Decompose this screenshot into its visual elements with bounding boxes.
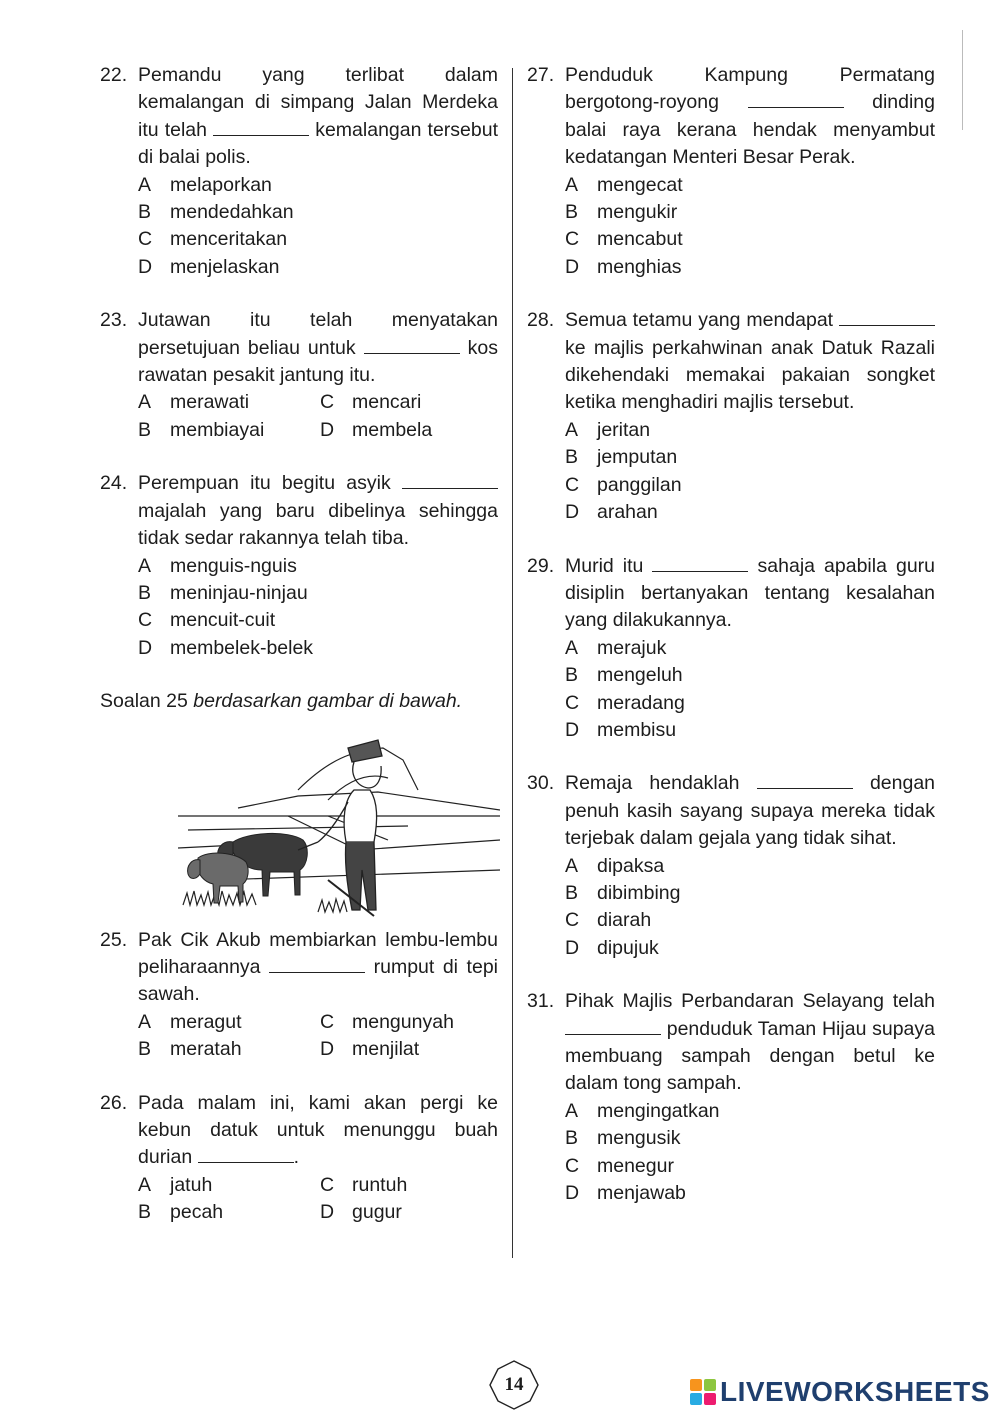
- option-b[interactable]: B mengeluh: [565, 664, 683, 687]
- instruction-rest: berdasarkan gambar di bawah.: [193, 690, 463, 713]
- logo-tile-green: [704, 1379, 716, 1391]
- option-c[interactable]: C mengunyah: [320, 1010, 454, 1033]
- question-stem: [138, 1090, 498, 1172]
- brand-name: LIVEWORKSHEETS: [720, 1376, 990, 1407]
- answer-blank[interactable]: [757, 773, 853, 789]
- question-stem: [565, 770, 935, 852]
- question-stem: [138, 307, 498, 389]
- options: [138, 1172, 498, 1227]
- option-b[interactable]: B mendedahkan: [138, 201, 294, 224]
- left-column: [100, 62, 498, 1227]
- option-c[interactable]: C diarah: [565, 909, 652, 932]
- instruction-lead: Soalan 25: [100, 690, 188, 713]
- option-b[interactable]: B meninjau-ninjau: [138, 581, 308, 604]
- option-a[interactable]: A melaporkan: [138, 173, 272, 196]
- options: [565, 417, 935, 527]
- question-stem: [565, 307, 935, 417]
- farmer-cows-illustration: [178, 730, 500, 918]
- option-d[interactable]: D menjilat: [320, 1038, 420, 1061]
- question-stem: [138, 927, 498, 1009]
- option-c[interactable]: C menceritakan: [138, 228, 288, 251]
- option-b[interactable]: B pecah: [138, 1201, 224, 1224]
- question-25: [100, 927, 498, 1064]
- option-a[interactable]: A merajuk: [565, 636, 667, 659]
- option-a[interactable]: A jatuh: [138, 1173, 213, 1196]
- stem-before: Perempuan itu begitu asyik: [138, 472, 391, 495]
- logo-tile-orange: [690, 1379, 702, 1391]
- stem-before: Remaja hendaklah: [565, 772, 740, 795]
- option-d[interactable]: D membelek-belek: [138, 636, 314, 659]
- question-stem: [138, 62, 498, 172]
- option-c[interactable]: C mencari: [320, 391, 422, 414]
- question-23: [100, 307, 498, 444]
- answer-blank[interactable]: [198, 1147, 294, 1163]
- answer-blank[interactable]: [213, 120, 309, 136]
- question-29: [527, 553, 935, 745]
- question-30: [527, 770, 935, 962]
- logo-tile-blue: [690, 1393, 702, 1405]
- question-stem: [565, 62, 935, 172]
- answer-blank[interactable]: [402, 473, 498, 489]
- option-c[interactable]: C menegur: [565, 1154, 674, 1177]
- question-number: 26.: [100, 1091, 128, 1114]
- question-number: 23.: [100, 309, 128, 332]
- stem-before: Jutawan itu telah menyatakan persetujuan beliau untuk: [138, 309, 498, 359]
- option-d[interactable]: D dipujuk: [565, 936, 659, 959]
- question-26: [100, 1090, 498, 1227]
- stem-after: rumput di tepi sawah.: [138, 955, 498, 1006]
- option-a[interactable]: A mengecat: [565, 173, 683, 196]
- answer-blank[interactable]: [565, 1019, 661, 1035]
- option-b[interactable]: B mengukir: [565, 201, 678, 224]
- question-number: 31.: [527, 990, 555, 1013]
- scan-edge-line: [962, 30, 963, 130]
- option-d[interactable]: D gugur: [320, 1201, 402, 1224]
- answer-blank[interactable]: [364, 338, 460, 354]
- stem-before: Semua tetamu yang mendapat: [565, 309, 834, 332]
- options: [138, 172, 498, 282]
- options: [565, 853, 935, 963]
- question-number: 25.: [100, 928, 128, 951]
- stem-before: Pihak Majlis Perbandaran Selayang telah: [565, 990, 935, 1013]
- stem-before: Pada malam ini, kami akan pergi ke kebun datuk untuk menunggu buah durian: [138, 1091, 498, 1169]
- option-d[interactable]: D membela: [320, 418, 433, 441]
- right-column: [527, 62, 935, 1207]
- option-a[interactable]: A merawati: [138, 391, 250, 414]
- question-number: 24.: [100, 472, 128, 495]
- question-24: [100, 470, 498, 662]
- question-stem: [565, 553, 935, 635]
- option-a[interactable]: A dipaksa: [565, 854, 665, 877]
- option-d[interactable]: D arahan: [565, 501, 658, 524]
- question-number: 29.: [527, 554, 555, 577]
- liveworksheets-logo[interactable]: [690, 1376, 990, 1408]
- question-28: [527, 307, 935, 526]
- question-22: [100, 62, 498, 281]
- option-b[interactable]: B mengusik: [565, 1127, 681, 1150]
- page-number-badge: [486, 1357, 542, 1413]
- stem-before: Pemandu yang terlibat dalam kemalangan di simpang Jalan Merdeka itu telah: [138, 64, 498, 141]
- option-a[interactable]: A jeritan: [565, 418, 651, 441]
- stem-after: dengan penuh kasih sayang supaya mereka tidak terjebak dalam gejala yang tidak sihat.: [565, 772, 936, 850]
- stem-before: Penduduk Kampung Permatang bergotong-royong: [565, 64, 935, 114]
- question-31: [527, 988, 935, 1207]
- stem-after: penduduk Taman Hijau supaya membuang sampah dengan betul ke dalam tong sampah.: [565, 1017, 935, 1095]
- liveworksheets-grid-icon: [690, 1379, 716, 1405]
- option-c[interactable]: C mencuit-cuit: [138, 609, 276, 632]
- stem-after: .: [293, 1146, 300, 1169]
- stem-after: ke majlis perkahwinan anak Datuk Razali dikehendaki memakai pakaian songket ketika menghadiri majlis tersebut.: [565, 336, 935, 414]
- question-number: 28.: [527, 309, 555, 332]
- stem-before: Pak Cik Akub membiarkan lembu-lembu peliharaannya: [138, 928, 498, 978]
- option-c[interactable]: C panggilan: [565, 473, 682, 496]
- option-b[interactable]: B membiayai: [138, 418, 265, 441]
- option-d[interactable]: D membisu: [565, 718, 677, 741]
- column-divider: [512, 68, 513, 1258]
- stem-after: majalah yang baru dibelinya sehingga tidak sedar rakannya telah tiba.: [138, 499, 498, 550]
- question-stem: [565, 988, 935, 1098]
- options: [138, 1009, 498, 1064]
- answer-blank[interactable]: [839, 310, 935, 326]
- stem-before: Murid itu: [565, 554, 644, 577]
- page-number: 14: [504, 1374, 524, 1395]
- option-d[interactable]: D menjelaskan: [138, 255, 280, 278]
- option-b[interactable]: B dibimbing: [565, 881, 681, 904]
- answer-blank[interactable]: [652, 556, 748, 572]
- options: [138, 389, 498, 444]
- question-stem: [138, 470, 498, 552]
- stem-after: kos rawatan pesakit jantung itu.: [138, 336, 498, 387]
- stem-after: kemalangan tersebut di balai polis.: [138, 118, 499, 169]
- option-a[interactable]: A mengingatkan: [565, 1099, 720, 1122]
- options: [138, 553, 498, 663]
- option-c[interactable]: C runtuh: [320, 1173, 408, 1196]
- answer-blank[interactable]: [269, 957, 365, 973]
- options: [565, 172, 935, 282]
- options: [565, 1098, 935, 1208]
- option-c[interactable]: C mencabut: [565, 228, 683, 251]
- option-c[interactable]: C meradang: [565, 691, 685, 714]
- option-d[interactable]: D menghias: [565, 255, 682, 278]
- question-number: 30.: [527, 772, 555, 795]
- option-a[interactable]: A menguis-nguis: [138, 554, 297, 577]
- option-a[interactable]: A meragut: [138, 1010, 242, 1033]
- option-d[interactable]: D menjawab: [565, 1182, 686, 1205]
- question-27: [527, 62, 935, 281]
- option-b[interactable]: B jemputan: [565, 446, 678, 469]
- logo-tile-pink: [704, 1393, 716, 1405]
- stem-after: sahaja apabila guru disiplin bertanyakan tentang kesalahan yang dilakukannya.: [565, 554, 936, 632]
- question-number: 22.: [100, 64, 128, 86]
- option-b[interactable]: B meratah: [138, 1038, 242, 1061]
- options: [565, 635, 935, 745]
- question-number: 27.: [527, 64, 555, 86]
- instruction: [100, 688, 498, 715]
- answer-blank[interactable]: [748, 92, 844, 108]
- stem-after: dinding balai raya kerana hendak menyambut kedatangan Menteri Besar Perak.: [565, 91, 935, 169]
